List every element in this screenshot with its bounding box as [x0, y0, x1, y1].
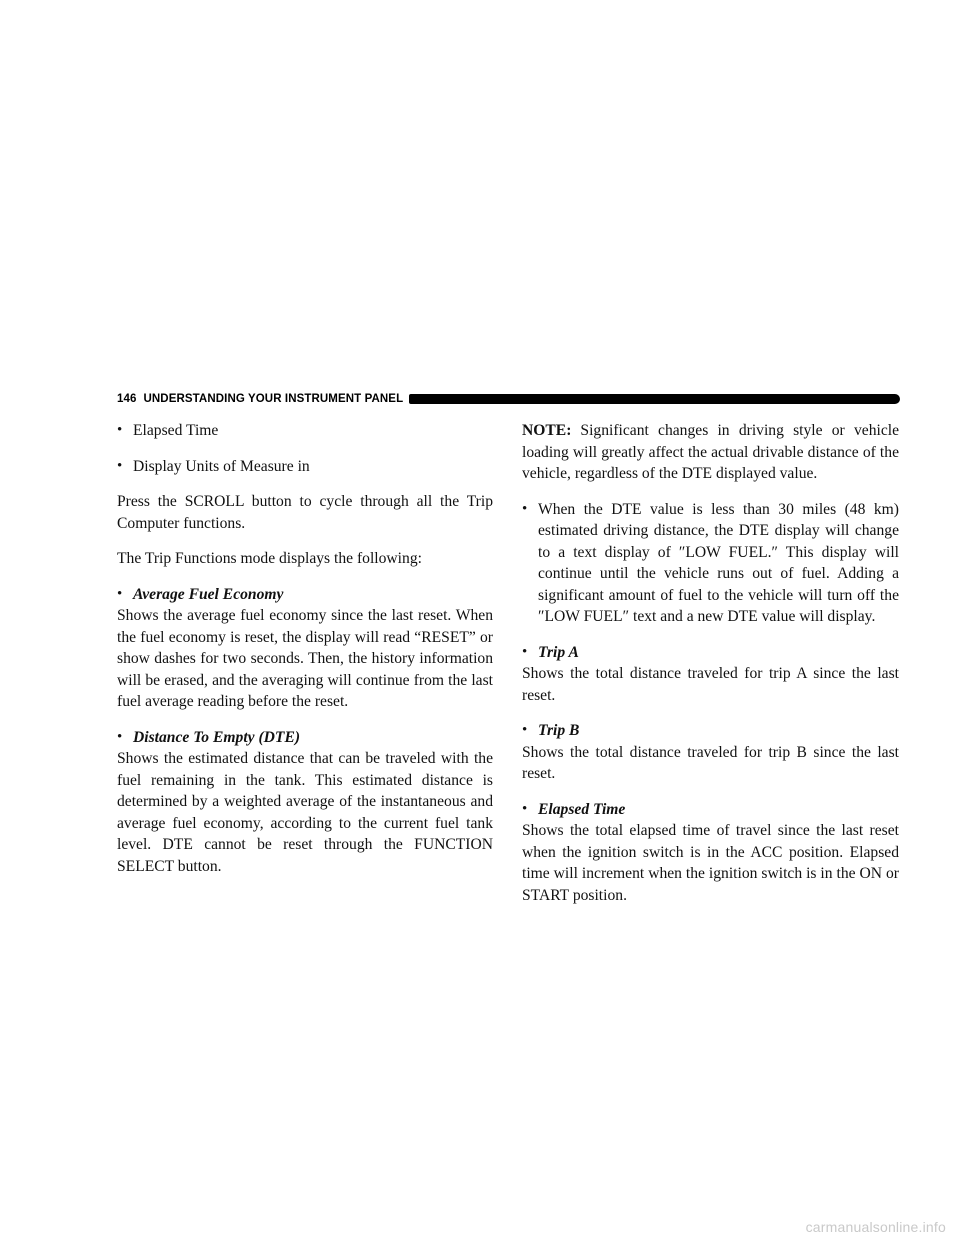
bullet-icon: •: [522, 500, 528, 517]
bullet-icon: •: [522, 643, 528, 660]
right-column: [522, 420, 899, 920]
note-label: NOTE:: [522, 422, 572, 439]
bullet-icon: •: [522, 722, 528, 738]
left-column: [117, 420, 493, 891]
heading-text: Trip A: [538, 643, 579, 661]
heading-text: Average Fuel Economy: [133, 585, 284, 603]
running-title: UNDERSTANDING YOUR INSTRUMENT PANEL: [143, 393, 404, 405]
trip-b-paragraph: Shows the total distance traveled for trip B since the last reset.: [522, 743, 899, 782]
list-item: [117, 420, 493, 442]
bullet-icon: •: [117, 585, 123, 602]
elapsed-time-paragraph: Shows the total elapsed time of travel since the last reset when the ignition switch is in the ACC position. Elapsed time will increment when the ignition switch is in the ON or START position.: [522, 822, 899, 904]
header-rule: [409, 394, 900, 404]
trip-mode-paragraph: The Trip Functions mode displays the following:: [117, 550, 422, 567]
bullet-icon: •: [117, 457, 123, 474]
section-heading-trip-a: [522, 642, 899, 664]
list-item: [117, 456, 493, 478]
note-text: Significant changes in driving style or vehicle loading will greatly affect the actual drivable distance of the vehicle, regardless of the DTE displayed value.: [522, 422, 899, 482]
watermark: carmanualsonline.info: [805, 1219, 946, 1235]
section-heading-elapsed-time: [522, 799, 899, 821]
heading-text: Trip B: [538, 722, 580, 739]
page-header: [117, 391, 900, 407]
heading-text: Elapsed Time: [538, 800, 626, 818]
page-number: 146: [117, 393, 137, 405]
trip-a-paragraph: Shows the total distance traveled for trip A since the last reset.: [522, 665, 899, 704]
list-item-text: Elapsed Time: [133, 422, 219, 439]
bullet-icon: •: [117, 728, 123, 745]
section-heading-distance-to-empty: [117, 727, 493, 749]
bullet-icon: •: [117, 422, 123, 438]
section-heading-average-fuel-economy: [117, 584, 493, 606]
scroll-instruction-paragraph: Press the SCROLL button to cycle through all the Trip Computer functions.: [117, 493, 493, 532]
list-item-text: Display Units of Measure in: [133, 457, 310, 475]
bullet-icon: •: [522, 800, 528, 817]
average-fuel-economy-paragraph: Shows the average fuel economy since the last reset. When the fuel economy is reset, the display will read “RESET” or show dashes for two seconds. Then, the history information will be erased, and the averaging will continue from the last fuel average reading before the reset.: [117, 607, 493, 710]
list-item: [522, 499, 899, 628]
note-paragraph: [522, 420, 899, 485]
distance-to-empty-paragraph: Shows the estimated distance that can be traveled with the fuel remaining in the tank. This estimated distance is determined by a weighted average of the instantaneous and average fuel economy, according to the current fuel tank level. DTE cannot be reset through the FUNCTION SELECT button.: [117, 750, 493, 875]
section-heading-trip-b: [522, 720, 899, 742]
low-fuel-bullet-text: When the DTE value is less than 30 miles (48 km) estimated driving distance, the DTE display will change to a text display of ″LOW FUEL.″ This display will continue until the vehicle runs out of fuel. Adding a significant amount of fuel to the vehicle will turn off the ″LOW FUEL″ text and a new DTE value will display.: [538, 500, 899, 625]
heading-text: Distance To Empty (DTE): [133, 728, 301, 746]
